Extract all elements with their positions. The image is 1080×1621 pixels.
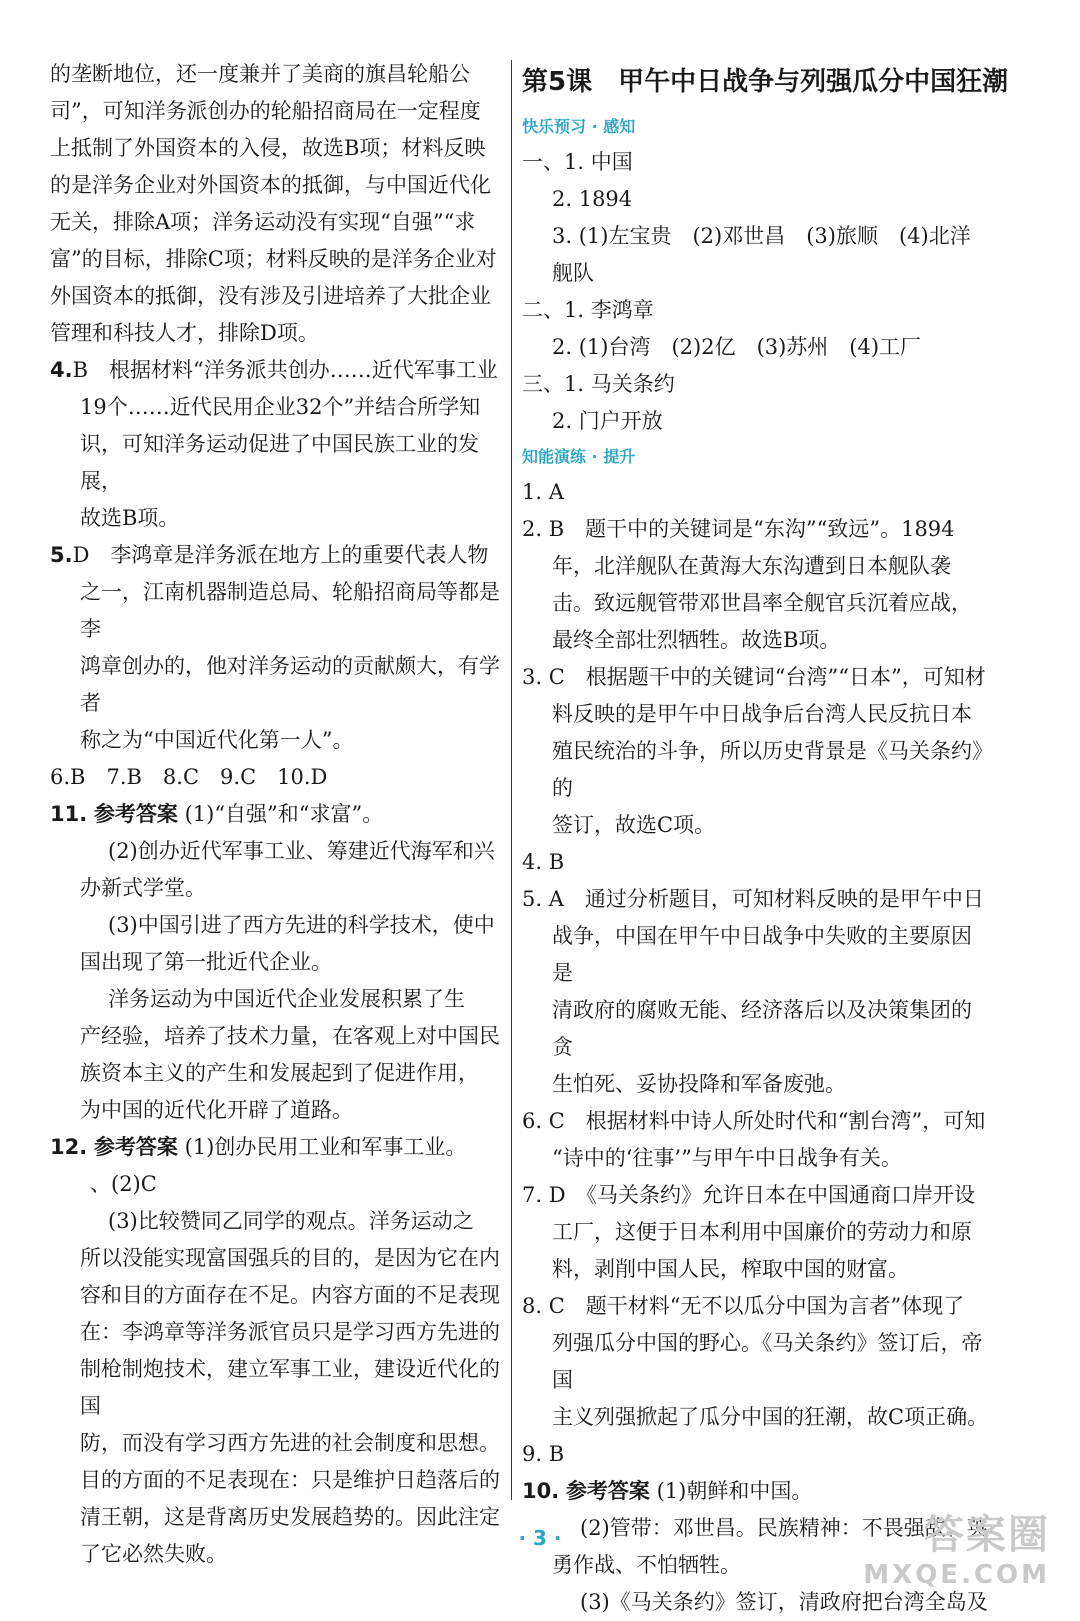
text-line: 在：李鸿章等洋务派官员只是学习西方先进的 — [80, 1320, 500, 1344]
answer-1: 1. A — [522, 480, 564, 504]
text-line: 清王朝，这是背离历史发展趋势的。因此注定 — [80, 1505, 500, 1529]
text-line: (2)管带：邓世昌。民族精神：不畏强敌、英 — [580, 1516, 988, 1540]
text-line: 击。致远舰管带邓世昌率全舰官兵沉着应战， — [552, 591, 972, 615]
text-line: 了它必然失败。 — [80, 1542, 227, 1566]
text-line: 办新式学堂。 — [80, 876, 206, 900]
text-line: 料，剥削中国人民，榨取中国的财富。 — [552, 1257, 909, 1281]
text-line: 2. 1894 — [552, 187, 633, 211]
answer-12 — [50, 1129, 505, 1573]
section-heading-practice: 知能演练 · 提升 — [522, 447, 636, 466]
text-line: 舰队 — [552, 261, 594, 285]
text-line: 产经验，培养了技术力量，在客观上对中国民 — [80, 1024, 500, 1048]
text-line: B 根据材料“洋务派共创办……近代军事工业 — [72, 358, 498, 382]
text-line: 富”的目标，排除C项；材料反映的是洋务企业对 — [50, 247, 497, 271]
text-line: (1)“自强”和“求富”。 — [184, 802, 384, 826]
answer-key-label: 参考答案 — [565, 1479, 650, 1503]
question-number: 5. — [50, 543, 73, 567]
text-line: 为中国的近代化开辟了道路。 — [80, 1098, 353, 1122]
question-number: 10. — [522, 1479, 560, 1503]
text-line: 战争，中国在甲午中日战争中失败的主要原因是 — [552, 924, 972, 985]
answer-key-label: 参考答案 — [93, 802, 178, 826]
text-line: 司”，可知洋务派创办的轮船招商局在一定程度 — [50, 99, 481, 123]
text-line: 的是洋务企业对外国资本的抵御，与中国近代化 — [50, 173, 491, 197]
text-line: 制枪制炮技术，建立军事工业，建设近代化的国 — [80, 1357, 500, 1418]
text-line: 6. C 根据材料中诗人所处时代和“割台湾”，可知 — [522, 1109, 986, 1133]
text-line: 管理和科技人才，排除D项。 — [50, 321, 319, 345]
answer-9: 9. B — [522, 1442, 565, 1466]
lesson-title: 第5课 甲午中日战争与列强瓜分中国狂潮 — [522, 67, 1009, 97]
text-line: 国出现了第一批近代企业。 — [80, 950, 332, 974]
left-column — [50, 56, 505, 1573]
text-line: D 李鸿章是洋务派在地方上的重要代表人物 — [72, 543, 489, 567]
text-line: 鸿章创办的，他对洋务运动的贡献颇大，有学者 — [80, 654, 500, 715]
text-line: “诗中的‘往事’”与甲午中日战争有关。 — [552, 1146, 902, 1170]
right-column — [522, 56, 1009, 1621]
text-line: 主义列强掀起了瓜分中国的狂潮，故C项正确。 — [552, 1405, 989, 1429]
answers-6-to-10: 6.B 7.B 8.C 9.C 10.D — [50, 765, 328, 789]
text-line: (3)《马关条约》签订，清政府把台湾全岛及 — [580, 1590, 988, 1614]
text-line: 族资本主义的产生和发展起到了促进作用， — [80, 1061, 479, 1085]
question-number: 11. — [50, 802, 88, 826]
column-divider — [511, 60, 512, 1500]
text-line: (2)创办近代军事工业、筹建近代海军和兴 — [108, 839, 495, 863]
text-line: 外国资本的抵御，没有涉及引进培养了大批企业 — [50, 284, 491, 308]
text-line: 2. (1)台湾 (2)2亿 (3)苏州 (4)工厂 — [552, 335, 922, 359]
text-line: 防，而没有学习西方先进的社会制度和思想。 — [80, 1431, 500, 1455]
text-line: 、(2)C — [90, 1172, 157, 1196]
text-line: 8. C 题干材料“无不以瓜分中国为言者”体现了 — [522, 1294, 965, 1318]
answer-key-label: 参考答案 — [93, 1135, 178, 1159]
text-line: (3)比较赞同乙同学的观点。洋务运动之 — [108, 1209, 474, 1233]
text-line: 2. B 题干中的关键词是“东沟”“致远”。1894 — [522, 517, 955, 541]
text-line: 称之为“中国近代化第一人”。 — [80, 728, 354, 752]
text-line: 19个……近代民用企业32个”并结合所学知 — [80, 395, 481, 419]
watermark-url: MXQE.COM — [863, 1560, 1050, 1590]
answer-11 — [50, 796, 505, 1129]
text-line: 清政府的腐败无能、经济落后以及决策集团的贪 — [552, 998, 972, 1059]
watermark-logo — [863, 1503, 1050, 1590]
text-line: 年，北洋舰队在黄海大东沟遭到日本舰队袭 — [552, 554, 951, 578]
text-line: 3. C 根据题干中的关键词“台湾”“日本”，可知材 — [522, 665, 986, 689]
text-line: 上抵制了外国资本的入侵，故选B项；材料反映 — [50, 136, 486, 160]
text-line: 无关，排除A项；洋务运动没有实现“自强”“求 — [50, 210, 476, 234]
text-line: 识，可知洋务运动促进了中国民族工业的发展， — [80, 432, 479, 493]
question-number: 4. — [50, 358, 73, 382]
text-line: 列强瓜分中国的野心。《马关条约》签订后，帝国 — [552, 1331, 983, 1392]
text-line: 之一，江南机器制造总局、轮船招商局等都是李 — [80, 580, 500, 641]
text-line: 3. (1)左宝贵 (2)邓世昌 (3)旅顺 (4)北洋 — [552, 224, 971, 248]
question-number: 12. — [50, 1135, 88, 1159]
text-line: 的垄断地位，还一度兼并了美商的旗昌轮船公 — [50, 62, 470, 86]
section-heading-preview: 快乐预习 · 感知 — [522, 117, 636, 136]
text-line: 2. 门户开放 — [552, 409, 663, 433]
text-line: 勇作战、不怕牺牲。 — [552, 1553, 741, 1577]
text-line: 故选B项。 — [80, 506, 180, 530]
text-line: (1)创办民用工业和军事工业。 — [184, 1135, 467, 1159]
text-line: (3)中国引进了西方先进的科学技术，使中 — [108, 913, 495, 937]
text-line: 一、1. 中国 — [522, 150, 633, 174]
text-line: 洋务运动为中国近代企业发展积累了生 — [108, 987, 465, 1011]
answer-4: 4. B — [522, 850, 565, 874]
page-number: · 3 · — [518, 1526, 562, 1550]
text-line: 签订，故选C项。 — [552, 813, 716, 837]
text-line: 殖民统治的斗争，所以历史背景是《马关条约》的 — [552, 739, 983, 800]
text-line: 生怕死、妥协投降和军备废弛。 — [552, 1072, 846, 1096]
text-line: 所以没能实现富国强兵的目的，是因为它在内 — [80, 1246, 500, 1270]
text-line: (1)朝鲜和中国。 — [656, 1479, 813, 1503]
text-line: 工厂，这便于日本利用中国廉价的劳动力和原 — [552, 1220, 972, 1244]
watermark-text: 答案圈 — [924, 1512, 1050, 1558]
answer-5 — [50, 537, 505, 759]
answer-4 — [50, 352, 505, 537]
text-line: 容和目的方面存在不足。内容方面的不足表现 — [80, 1283, 500, 1307]
text-line: 二、1. 李鸿章 — [522, 298, 654, 322]
text-line: 三、1. 马关条约 — [522, 372, 675, 396]
text-line: 7. D 《马关条约》允许日本在中国通商口岸开设 — [522, 1183, 976, 1207]
text-line: 5. A 通过分析题目，可知材料反映的是甲午中日 — [522, 887, 984, 911]
text-line: 料反映的是甲午中日战争后台湾人民反抗日本 — [552, 702, 972, 726]
text-line: 最终全部壮烈牺牲。故选B项。 — [552, 628, 841, 652]
text-line: 目的方面的不足表现在：只是维护日趋落后的 — [80, 1468, 500, 1492]
